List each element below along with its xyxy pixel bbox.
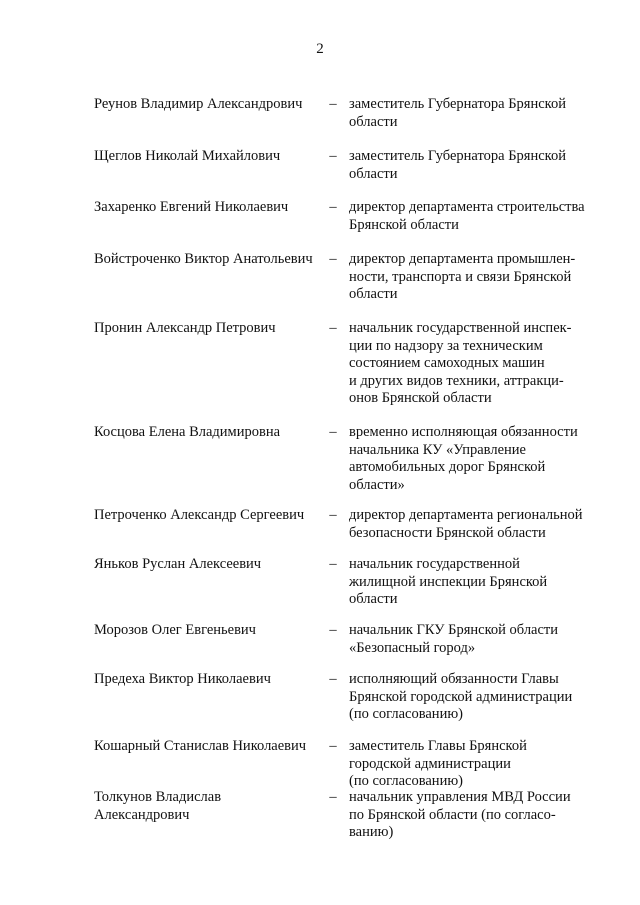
entry-role: заместитель Губернатора Брянской области bbox=[349, 96, 566, 130]
entry-role: заместитель Губернатора Брянской области bbox=[349, 148, 566, 182]
entry-role: временно исполняющая обязанности начальника КУ «Управление автомобильных дорог Брянской области» bbox=[349, 424, 578, 493]
entry-role: директор департамента региональной безопасности Брянской области bbox=[349, 507, 583, 541]
entry-dash: – bbox=[329, 789, 337, 805]
entry-dash: – bbox=[329, 320, 337, 336]
entry-name: Толкунов Владислав Александрович bbox=[94, 789, 222, 823]
entry-name: Захаренко Евгений Николаевич bbox=[94, 199, 289, 215]
entry-name: Кошарный Станислав Николаевич bbox=[94, 738, 307, 754]
entry-role: начальник государственной жилищной инспекции Брянской области bbox=[349, 556, 548, 607]
entry-dash: – bbox=[329, 424, 337, 440]
entry-dash: – bbox=[329, 622, 337, 638]
entry-role: директор департамента промышлен- ности, транспорта и связи Брянской области bbox=[349, 251, 576, 302]
entry-name: Морозов Олег Евгеньевич bbox=[94, 622, 256, 638]
entry-name: Щеглов Николай Михайлович bbox=[94, 148, 281, 164]
entry-dash: – bbox=[329, 148, 337, 164]
entry-dash: – bbox=[329, 251, 337, 267]
entry-dash: – bbox=[329, 96, 337, 112]
entry-dash: – bbox=[329, 738, 337, 754]
entry-dash: – bbox=[329, 507, 337, 523]
page-number: 2 bbox=[316, 41, 324, 57]
entry-name: Пронин Александр Петрович bbox=[94, 320, 276, 336]
entry-role: начальник государственной инспек- ции по надзору за техническим состоянием самоходных машин и других видов техники, аттракци- онов Брянской области bbox=[349, 320, 572, 406]
entry-name: Косцова Елена Владимировна bbox=[94, 424, 281, 440]
entry-dash: – bbox=[329, 556, 337, 572]
entry-name: Реунов Владимир Александрович bbox=[94, 96, 303, 112]
entry-dash: – bbox=[329, 199, 337, 215]
entry-role: директор департамента строительства Брянской области bbox=[349, 199, 585, 233]
entry-name: Войстроченко Виктор Анатольевич bbox=[94, 251, 313, 267]
entry-role: заместитель Главы Брянской городской администрации (по согласованию) bbox=[349, 738, 527, 789]
entry-name: Петроченко Александр Сергеевич bbox=[94, 507, 305, 523]
entry-name: Яньков Руслан Алексеевич bbox=[94, 556, 262, 572]
entry-role: начальник управления МВД России по Брянской области (по согласо- ванию) bbox=[349, 789, 571, 840]
entry-role: исполняющий обязанности Главы Брянской городской администрации (по согласованию) bbox=[349, 671, 573, 722]
entry-dash: – bbox=[329, 671, 337, 687]
entry-name: Предеха Виктор Николаевич bbox=[94, 671, 271, 687]
entry-role: начальник ГКУ Брянской области «Безопасный город» bbox=[349, 622, 559, 656]
